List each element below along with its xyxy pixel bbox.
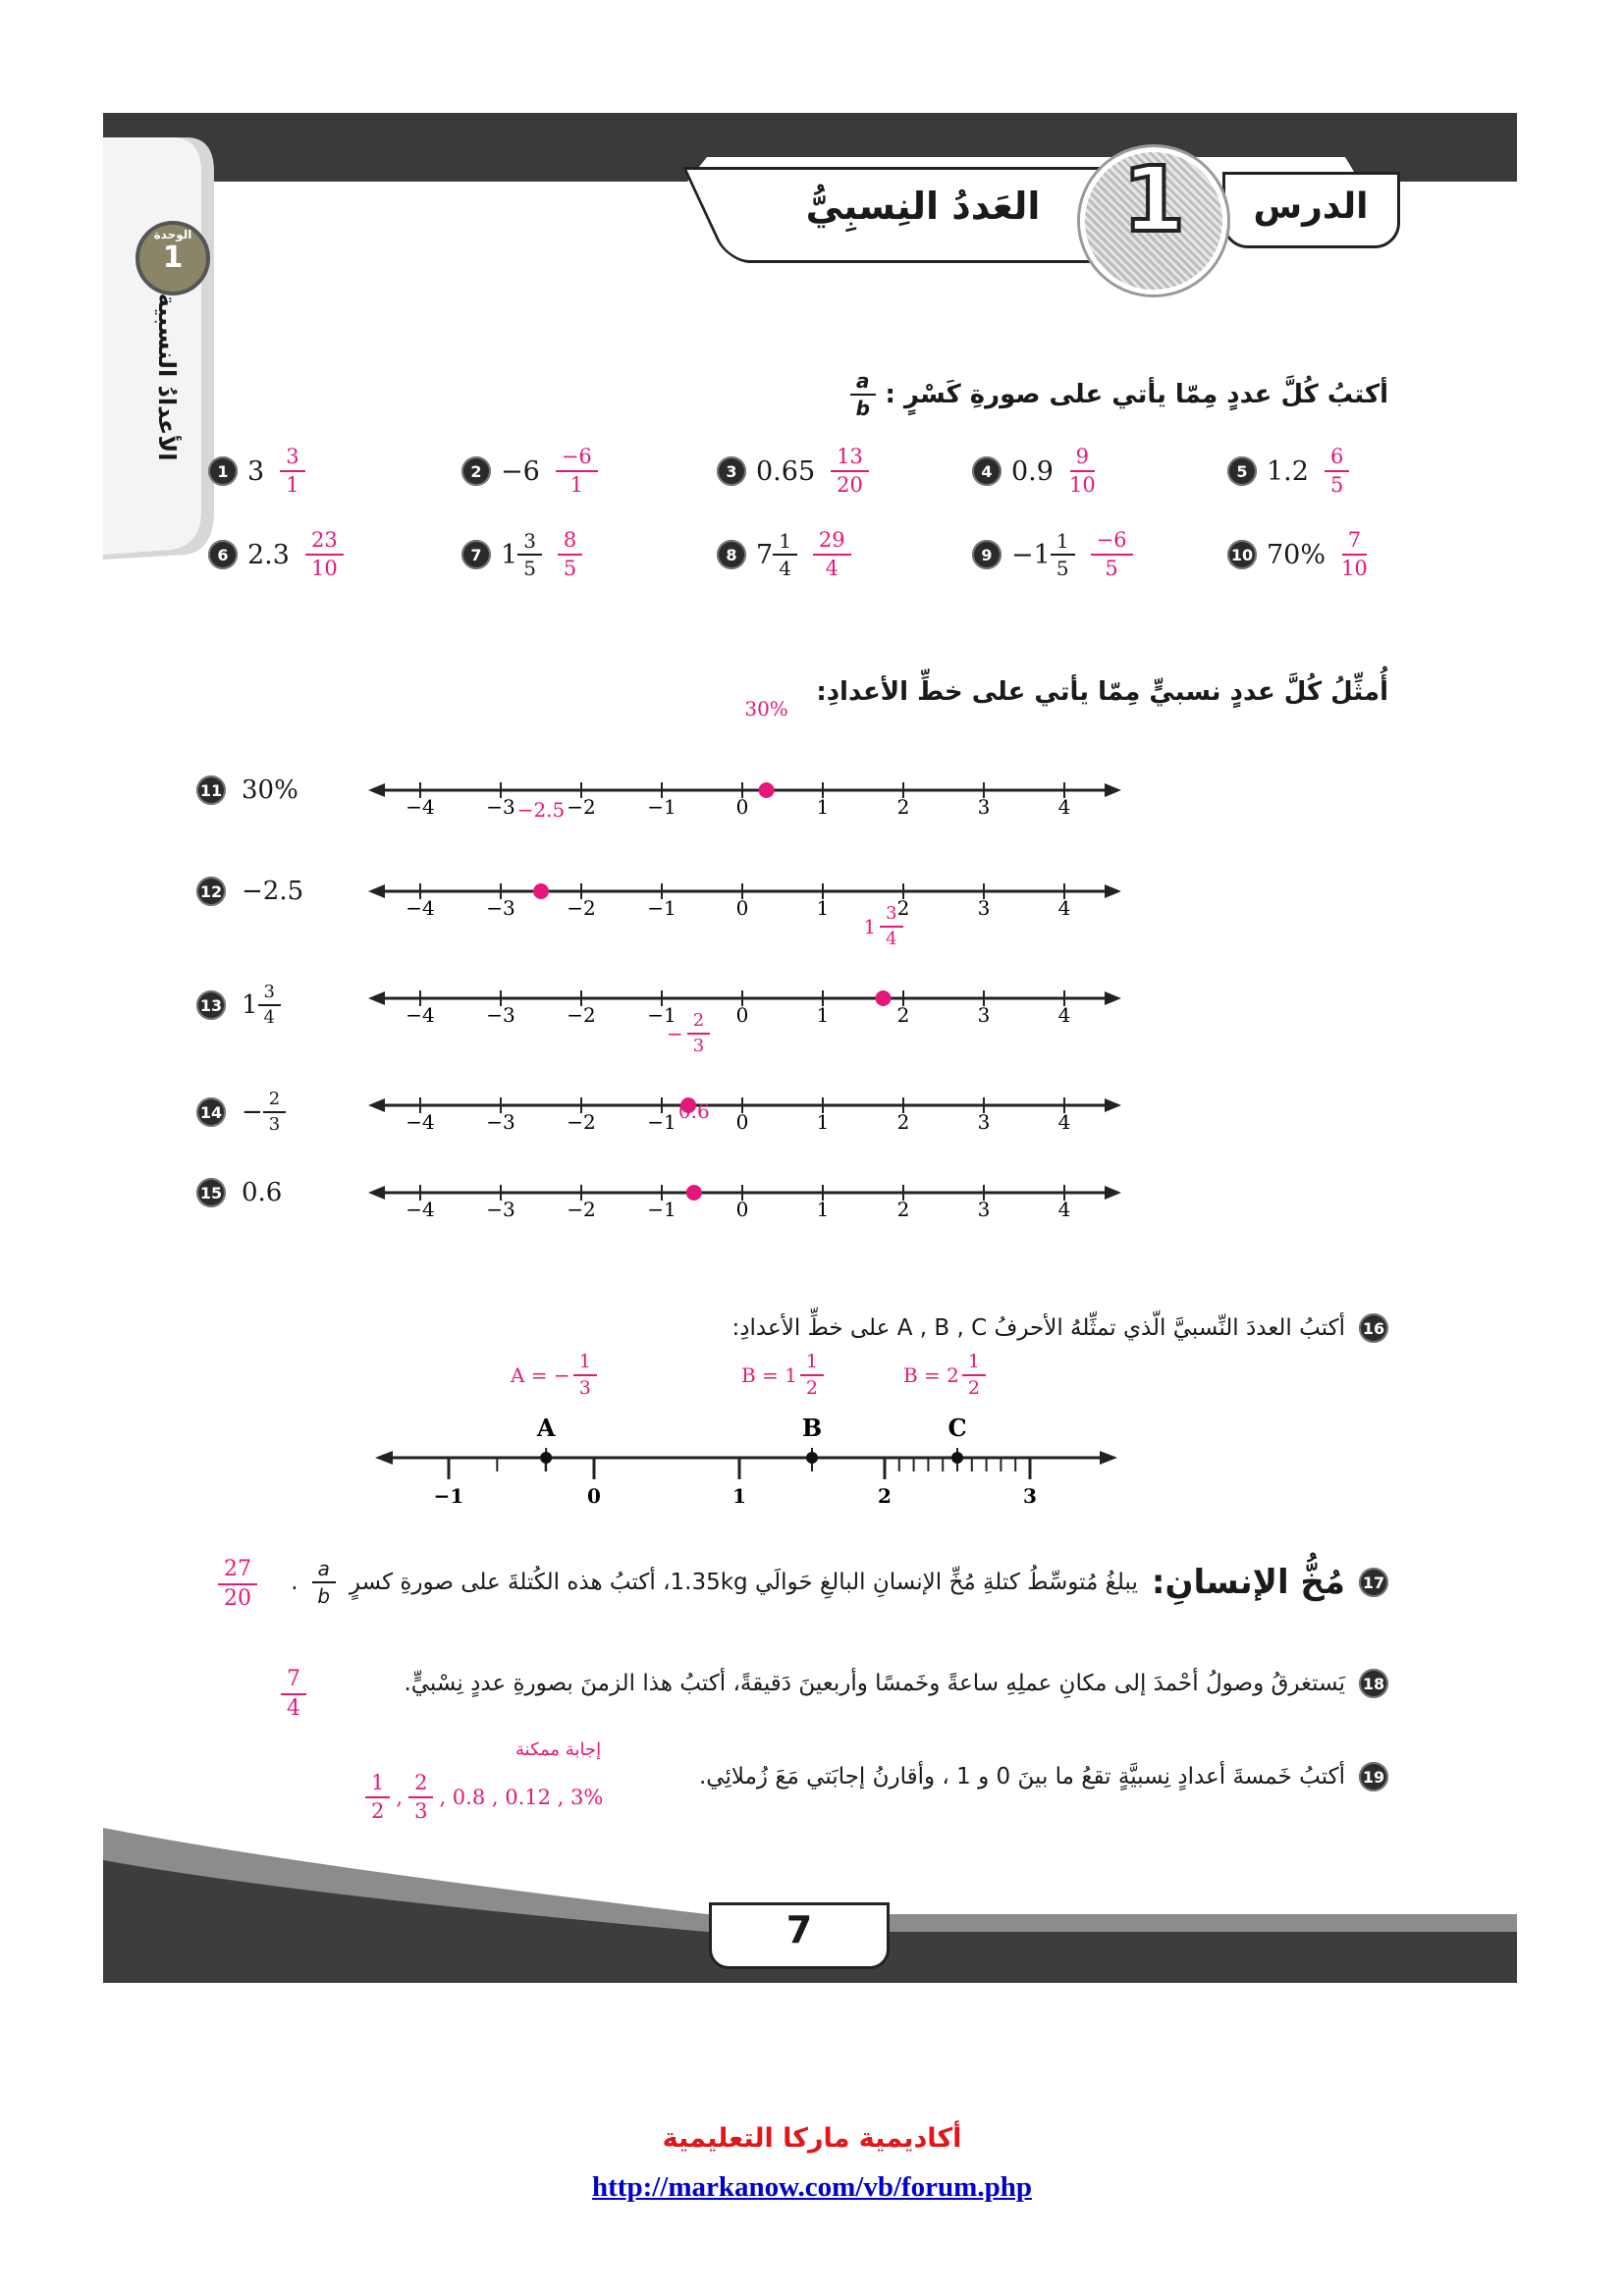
fraction — [258, 984, 281, 1027]
frac-numerator: 1 — [800, 1353, 824, 1376]
tick-label: 0 — [735, 1003, 749, 1023]
fraction — [1341, 530, 1368, 579]
lesson-title: العَددُ النِسبِيُّ — [805, 185, 1041, 228]
exercise-number-badge: 14 — [196, 1097, 226, 1127]
tick-label: −2 — [567, 1198, 596, 1217]
tick-label: −4 — [406, 1110, 435, 1130]
exercise-number-badge: 9 — [972, 540, 1001, 569]
exercise-answer — [1069, 447, 1096, 496]
frac-denominator: 4 — [825, 557, 839, 580]
frac-denominator: 2 — [371, 1799, 385, 1823]
section1-instruction-text: أكتبُ كُلَّ عددٍ مِمّا يأتي على صورةِ كَسْرٍ : — [885, 380, 1388, 409]
tick-label: 4 — [1057, 896, 1071, 916]
arrow-left-icon — [368, 991, 385, 1005]
tick-label: −2 — [567, 1110, 596, 1130]
fraction-a-over-b — [850, 371, 876, 418]
exercise-item — [972, 530, 1133, 579]
point-letter: A — [536, 1414, 556, 1442]
tick-label: 1 — [816, 795, 830, 815]
exercise-answer — [556, 447, 598, 496]
frac-denominator: 10 — [1341, 557, 1368, 580]
fraction — [517, 531, 542, 578]
frac-numerator: 2 — [687, 1012, 710, 1035]
tick-label: 4 — [1057, 1003, 1071, 1023]
fraction — [556, 447, 598, 496]
exercise-value — [1011, 531, 1075, 578]
exercise-number-badge: 10 — [1227, 540, 1257, 569]
question-19 — [699, 1762, 1388, 1791]
frac-denominator: 3 — [414, 1799, 428, 1823]
tick-label: −3 — [486, 1198, 515, 1217]
fraction-a-over-b — [312, 1559, 336, 1606]
tick-label: −4 — [406, 795, 435, 815]
frac-numerator: 8 — [558, 530, 582, 556]
exercise-number-badge: 8 — [717, 540, 746, 569]
exercise-answer — [558, 530, 582, 579]
exercise-value-text: 0.65 — [756, 455, 816, 487]
exercise-value — [242, 877, 303, 906]
q19-note: إجابة ممكنة — [515, 1739, 602, 1760]
exercise-value-text: 30% — [242, 775, 298, 805]
exercise-value — [242, 775, 298, 805]
fraction — [1091, 530, 1133, 579]
frac-denominator: 5 — [563, 557, 577, 580]
q16-answer — [511, 1353, 597, 1398]
tick-label: −3 — [486, 896, 515, 916]
fraction — [280, 447, 304, 496]
frac-numerator: 3 — [280, 447, 304, 472]
point-letter: B — [801, 1414, 823, 1442]
q16-answer — [741, 1353, 824, 1398]
fraction — [800, 1353, 824, 1398]
frac-denominator: 20 — [224, 1586, 251, 1611]
frac-numerator: 2 — [263, 1091, 286, 1113]
fraction — [880, 905, 902, 948]
fraction — [687, 1012, 710, 1055]
frac-denominator: 4 — [263, 1007, 275, 1028]
tick-label: 2 — [896, 1110, 910, 1130]
unit-label: الوحدة — [153, 228, 192, 241]
arrow-right-icon — [1105, 991, 1121, 1005]
exercise-value-text: −6 — [501, 455, 540, 487]
frac-denominator: 4 — [287, 1696, 300, 1721]
exercise-value-text: − — [242, 1097, 263, 1127]
frac-numerator: 27 — [218, 1559, 257, 1585]
point-label-text: − — [666, 1022, 683, 1045]
point-label-text: 0.6 — [677, 1099, 710, 1123]
q19-answer: $\frac{1}{2}$ , $\frac{2}{3}$ , 0.8 , 0.12 , 3% — [365, 1773, 603, 1822]
exercise-item — [461, 447, 598, 496]
number-line-exercise — [196, 775, 298, 805]
exercise-item — [972, 447, 1096, 496]
exercise-number-badge: 13 — [196, 990, 226, 1020]
point-label-text: 30% — [744, 697, 788, 721]
exercise-value — [756, 531, 797, 578]
frac-denominator: 3 — [578, 1377, 591, 1399]
number-line-exercise — [196, 1178, 282, 1207]
tick-label: −4 — [406, 1003, 435, 1023]
plotted-point — [759, 782, 775, 798]
fraction — [1069, 447, 1096, 496]
fraction — [1325, 447, 1349, 496]
section1-instruction — [850, 371, 1388, 418]
plotted-point — [686, 1185, 702, 1201]
exercise-value-text: −1 — [1011, 539, 1051, 570]
arrow-left-icon — [375, 1451, 393, 1465]
question-number-badge: 17 — [1359, 1568, 1388, 1597]
frac-numerator: 1 — [773, 531, 797, 556]
tick-label: 3 — [977, 896, 991, 916]
tick-label: 2 — [896, 896, 910, 916]
question-18 — [404, 1669, 1388, 1698]
frac-denominator: 3 — [692, 1036, 705, 1056]
frac-numerator: 23 — [305, 530, 344, 556]
exercise-answer — [1091, 530, 1133, 579]
exercise-value-text: 1 — [501, 539, 518, 570]
tick-label: −1 — [433, 1484, 464, 1508]
number-line — [363, 707, 1129, 815]
tick-label: −2 — [567, 896, 596, 916]
q17-answer — [218, 1559, 257, 1610]
exercise-answer — [1341, 530, 1368, 579]
tick-label: 3 — [977, 1198, 991, 1217]
exercise-value-text: 1 — [242, 990, 258, 1020]
fraction — [831, 447, 869, 496]
plotted-point — [533, 883, 549, 899]
tick-label: 4 — [1057, 795, 1071, 815]
exercise-number-badge: 15 — [196, 1178, 226, 1207]
fraction — [813, 530, 851, 579]
exercise-answer — [280, 447, 304, 496]
tick-label: −4 — [406, 1198, 435, 1217]
frac-numerator: −6 — [1091, 530, 1133, 556]
tick-label: −3 — [486, 1110, 515, 1130]
tick-label: 0 — [735, 1198, 749, 1217]
lesson-number: 1 — [1121, 147, 1185, 252]
tick-label: −2 — [567, 795, 596, 815]
tick-label: −2 — [567, 1003, 596, 1023]
q16-answer-text: A = − — [511, 1363, 570, 1387]
tick-label: 2 — [878, 1484, 892, 1508]
tick-label: 2 — [896, 1003, 910, 1023]
fraction — [962, 1353, 986, 1398]
exercise-number-badge: 12 — [196, 877, 226, 906]
fraction — [408, 1773, 433, 1822]
question-number-badge: 16 — [1359, 1313, 1388, 1343]
point-letter: C — [947, 1414, 967, 1442]
question-number-badge: 19 — [1359, 1762, 1388, 1791]
arrow-left-icon — [368, 1186, 385, 1200]
arrow-right-icon — [1100, 1451, 1117, 1465]
arrow-right-icon — [1105, 783, 1121, 797]
unit-title: الأعدادُ النسبية — [153, 293, 181, 461]
exercise-item — [1227, 447, 1349, 496]
frac-denominator: 3 — [268, 1114, 281, 1135]
point-label-text: −2.5 — [516, 798, 566, 822]
question-18-text: يَستغرقُ وصولُ أحْمدَ إلى مكانِ عملِهِ ساعةً وخَمسًا وأربعينَ دَقيقةً، أكتبُ هذا الزمنَ بصورةِ عددٍ نِسْبيٍّ. — [404, 1671, 1345, 1696]
number-line — [363, 1109, 1129, 1217]
frac-numerator: 6 — [1325, 447, 1349, 472]
point-label — [635, 1099, 753, 1123]
frac-denominator: 1 — [286, 473, 299, 497]
exercise-value — [1267, 456, 1309, 487]
exercise-number-badge: 7 — [461, 540, 491, 569]
exercise-value — [1267, 540, 1326, 570]
tick-label: −1 — [647, 1198, 677, 1217]
arrow-left-icon — [368, 884, 385, 898]
exercise-number-badge: 6 — [208, 540, 238, 569]
exercise-value — [501, 456, 540, 487]
point-label — [708, 697, 826, 721]
forum-link[interactable]: http://markanow.com/vb/forum.php — [592, 2171, 1032, 2203]
fraction — [305, 530, 344, 579]
tick-label: 3 — [977, 795, 991, 815]
exercise-value-text: 3 — [247, 455, 265, 487]
exercise-value-text: −2.5 — [242, 877, 304, 906]
tick-label: −3 — [486, 1003, 515, 1023]
exercise-value — [501, 531, 542, 578]
question-17-text: يبلغُ مُتوسِّطُ كتلةِ مُخِّ الإنسانِ البالغِ حَوالَي 1.35kg، أكتبُ هذه الكُتلةَ على صورةِ كسرٍ — [349, 1570, 1138, 1595]
exercise-item — [208, 447, 305, 496]
exercise-value-text: 2.3 — [247, 539, 290, 570]
arrow-left-icon — [368, 783, 385, 797]
frac-denominator: 5 — [1056, 557, 1069, 580]
number-line-exercise — [196, 1091, 286, 1134]
frac-numerator: 2 — [408, 1773, 433, 1798]
lettered-point — [951, 1452, 963, 1464]
fraction — [281, 1669, 306, 1720]
frac-numerator: 29 — [813, 530, 851, 556]
fraction — [218, 1559, 257, 1610]
number-line-exercise — [196, 984, 281, 1027]
lettered-point — [540, 1452, 552, 1464]
fraction — [773, 531, 797, 578]
tick-label: 1 — [732, 1484, 746, 1508]
frac-numerator: a — [850, 371, 876, 396]
tick-label: 0 — [735, 795, 749, 815]
exercise-item — [461, 530, 582, 579]
tick-label: 1 — [816, 1110, 830, 1130]
number-line-exercise — [196, 877, 303, 906]
exercise-value-text: 7 — [756, 539, 774, 570]
tick-label: 3 — [977, 1003, 991, 1023]
question-number-badge: 18 — [1359, 1669, 1388, 1698]
fraction — [1051, 531, 1075, 578]
frac-numerator: 3 — [880, 905, 902, 928]
arrow-right-icon — [1105, 1186, 1121, 1200]
section2-instruction: أُمثِّلُ كُلَّ عددٍ نسبيٍّ مِمّا يأتي على خطِّ الأعدادِ: — [816, 677, 1388, 707]
question-19-text: أكتبُ خَمسةَ أعدادٍ نِسبيَّةٍ تقعُ ما بينَ 0 و 1 ، وأقارنُ إجابَتي مَعَ زُملائِي. — [698, 1764, 1345, 1789]
q16-answer-text: B = 1 — [741, 1363, 797, 1387]
question-16-text: أكتبُ العددَ النِّسبيَّ الّذي تمثِّلهُ الأحرفُ A , B , C على خطِّ الأعدادِ: — [731, 1315, 1345, 1341]
q19-answer-rest: , 0.8 , 0.12 , 3% — [439, 1786, 604, 1809]
exercise-value-text: 0.9 — [1011, 455, 1054, 487]
frac-numerator: 1 — [365, 1773, 390, 1798]
question-17: 17 مُخُّ الإنسانِ: يبلغُ مُتوسِّطُ كتلةِ مُخِّ الإنسانِ البالغِ حَوالَي 1.35kg، أكتبُ هذه الكُتلةَ على صورةِ كسرٍ $\frac{a}{b}$ . — [291, 1559, 1388, 1606]
exercise-value — [242, 984, 281, 1027]
tick-label: 3 — [1023, 1484, 1037, 1508]
exercise-value-text: 70% — [1267, 539, 1326, 570]
exercise-value — [247, 456, 264, 487]
frac-denominator: 4 — [779, 557, 791, 580]
q16-answer — [903, 1353, 986, 1398]
tick-label: 2 — [896, 795, 910, 815]
exercise-number-badge: 4 — [972, 456, 1001, 486]
q16-number-line-svg — [0, 1414, 1624, 1522]
exercise-number-badge: 5 — [1227, 456, 1257, 486]
tick-label: −1 — [647, 1110, 677, 1130]
arrow-right-icon — [1105, 884, 1121, 898]
tick-label: 3 — [977, 1110, 991, 1130]
frac-numerator: 1 — [962, 1353, 986, 1376]
page-number: 7 — [785, 1908, 813, 1951]
unit-number: 1 — [162, 240, 184, 275]
exercise-value — [242, 1178, 282, 1207]
tick-label: −1 — [647, 896, 677, 916]
tick-label: −3 — [486, 795, 515, 815]
frac-denominator: 2 — [805, 1377, 818, 1399]
frac-denominator: 1 — [569, 473, 583, 497]
exercise-answer — [1325, 447, 1349, 496]
exercise-value-text: 0.6 — [242, 1178, 283, 1207]
tick-label: 1 — [816, 1198, 830, 1217]
exercise-number-badge: 1 — [208, 456, 238, 486]
fraction — [558, 530, 582, 579]
frac-denominator: 5 — [1105, 557, 1118, 580]
frac-denominator: 5 — [523, 557, 536, 580]
lettered-point — [806, 1452, 818, 1464]
frac-denominator: 5 — [1329, 473, 1344, 497]
frac-denominator: b — [855, 397, 870, 420]
exercise-value — [756, 456, 815, 487]
exercise-value-text: 1.2 — [1267, 455, 1309, 487]
tick-label: 4 — [1057, 1110, 1071, 1130]
frac-numerator: 7 — [281, 1669, 306, 1695]
tick-label: 0 — [735, 1110, 749, 1130]
tick-label: 0 — [587, 1484, 601, 1508]
frac-denominator: b — [317, 1584, 331, 1608]
point-label — [825, 905, 943, 948]
exercise-number-badge: 11 — [196, 775, 226, 805]
point-label-text: 1 — [863, 915, 877, 938]
exercise-number-badge: 2 — [461, 456, 491, 486]
exercise-value — [242, 1091, 286, 1134]
fraction — [573, 1353, 597, 1398]
number-line — [363, 915, 1129, 1023]
tick-label: −1 — [647, 795, 677, 815]
frac-denominator: 4 — [886, 929, 897, 949]
fraction — [365, 1773, 390, 1822]
tick-label: 2 — [896, 1198, 910, 1217]
exercise-item — [717, 530, 851, 579]
question-17-title: مُخُّ الإنسانِ: — [1151, 1563, 1345, 1602]
lesson-label: الدرس — [1253, 187, 1369, 227]
frac-denominator: 10 — [310, 557, 338, 580]
question-16 — [732, 1313, 1388, 1343]
fraction — [263, 1091, 286, 1134]
point-label — [629, 1012, 747, 1055]
exercise-value — [1011, 456, 1054, 487]
frac-numerator: 7 — [1342, 530, 1367, 556]
number-line — [363, 808, 1129, 916]
frac-denominator: 10 — [1068, 473, 1096, 497]
exercise-answer — [813, 530, 851, 579]
tick-label: 0 — [735, 896, 749, 916]
frac-numerator: 9 — [1070, 447, 1095, 472]
q16-answer-text: B = 2 — [903, 1363, 959, 1387]
tick-label: 1 — [816, 1003, 830, 1023]
frac-numerator: −6 — [556, 447, 598, 472]
exercise-item — [717, 447, 869, 496]
exercise-number-badge: 3 — [717, 456, 746, 486]
exercise-value — [247, 540, 290, 570]
tick-label: −1 — [647, 1003, 677, 1023]
exercise-answer — [305, 530, 344, 579]
frac-numerator: 1 — [1051, 531, 1075, 556]
frac-denominator: 2 — [967, 1377, 980, 1399]
exercise-item — [1227, 530, 1368, 579]
point-label — [482, 798, 600, 822]
tick-label: 4 — [1057, 1198, 1071, 1217]
tick-label: −4 — [406, 896, 435, 916]
academy-name: أكاديمية ماركا التعليمية — [662, 2123, 962, 2154]
q18-answer — [281, 1669, 306, 1720]
frac-numerator: a — [312, 1559, 336, 1583]
exercise-answer — [831, 447, 869, 496]
plotted-point — [876, 990, 892, 1006]
frac-numerator: 13 — [831, 447, 869, 472]
exercise-item — [208, 530, 344, 579]
tick-label: 1 — [816, 896, 830, 916]
frac-numerator: 3 — [258, 984, 281, 1006]
frac-numerator: 3 — [517, 531, 542, 556]
frac-numerator: 1 — [573, 1353, 597, 1376]
frac-denominator: 20 — [837, 473, 863, 497]
